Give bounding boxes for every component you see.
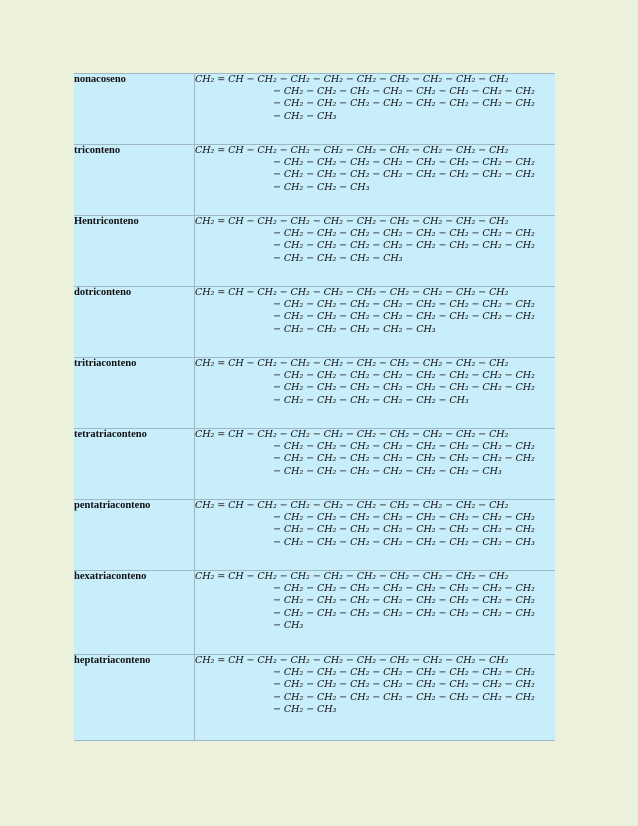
structural-formula xyxy=(195,74,556,145)
formula-line: − CH₂ − CH₂ − CH₂ − CH₂ − CH₂ − CH₂ − CH₂ − CH₂ xyxy=(273,607,535,619)
formula-line: CH₂ = CH − CH₂ − CH₂ − CH₂ − CH₂ − CH₂ − CH₂ − CH₂ − CH₂ xyxy=(195,74,509,85)
formula-line: − CH₂ − CH₂ − CH₂ − CH₂ − CH₂ − CH₂ − CH₂ − CH₂ xyxy=(273,240,535,252)
formula-line: − CH₂ − CH₂ − CH₂ − CH₂ − CH₂ − CH₂ − CH₃ xyxy=(273,465,502,477)
formula-line: CH₂ = CH − CH₂ − CH₂ − CH₂ − CH₂ − CH₂ − CH₂ − CH₂ − CH₂ xyxy=(195,429,509,440)
formula-line: CH₂ = CH − CH₂ − CH₂ − CH₂ − CH₂ − CH₂ − CH₂ − CH₂ − CH₂ xyxy=(195,145,509,156)
structural-formula xyxy=(195,216,556,287)
formula-line: − CH₂ − CH₂ − CH₂ − CH₂ − CH₂ − CH₃ xyxy=(273,394,469,406)
table-row xyxy=(74,500,555,571)
formula-line: − CH₂ − CH₂ − CH₂ − CH₂ − CH₂ − CH₂ − CH₂ − CH₂ xyxy=(273,512,535,524)
formula-line: CH₂ = CH − CH₂ − CH₂ − CH₂ − CH₂ − CH₂ − CH₂ − CH₂ − CH₂ xyxy=(195,655,509,666)
structural-formula xyxy=(195,287,556,358)
table-row xyxy=(74,145,555,216)
formula-line: − CH₂ − CH₂ − CH₂ − CH₂ − CH₂ − CH₂ − CH₂ − CH₂ xyxy=(273,679,535,691)
formula-line: CH₂ = CH − CH₂ − CH₂ − CH₂ − CH₂ − CH₂ − CH₂ − CH₂ − CH₂ xyxy=(195,571,509,582)
compound-name: tetratriaconteno xyxy=(74,429,195,500)
compound-name: triconteno xyxy=(74,145,195,216)
formula-line: − CH₂ − CH₂ − CH₂ − CH₂ − CH₂ − CH₂ − CH₂ − CH₂ xyxy=(273,667,535,679)
formula-line: − CH₂ − CH₂ − CH₂ − CH₂ − CH₂ − CH₂ − CH₂ − CH₂ xyxy=(273,453,535,465)
compound-name: hexatriaconteno xyxy=(74,571,195,655)
formula-line: − CH₂ − CH₃ xyxy=(273,110,337,122)
formula-line: − CH₂ − CH₂ − CH₂ − CH₂ − CH₂ − CH₂ − CH₂ − CH₂ xyxy=(273,524,535,536)
formula-line: − CH₂ − CH₂ − CH₃ xyxy=(273,181,370,193)
formula-line: − CH₂ − CH₂ − CH₂ − CH₂ − CH₂ − CH₂ − CH₂ − CH₂ xyxy=(273,370,535,382)
formula-line: CH₂ = CH − CH₂ − CH₂ − CH₂ − CH₂ − CH₂ − CH₂ − CH₂ − CH₂ xyxy=(195,287,509,298)
table-row xyxy=(74,429,555,500)
formula-line: − CH₂ − CH₂ − CH₂ − CH₂ − CH₂ − CH₂ − CH₂ − CH₂ xyxy=(273,583,535,595)
compound-name: heptatriaconteno xyxy=(74,655,195,741)
formula-line: − CH₂ − CH₂ − CH₂ − CH₂ − CH₂ − CH₂ − CH₂ − CH₂ xyxy=(273,441,535,453)
compound-name: Hentriconteno xyxy=(74,216,195,287)
formula-line: − CH₂ − CH₂ − CH₂ − CH₂ − CH₂ − CH₂ − CH₂ − CH₂ xyxy=(273,382,535,394)
formula-line: − CH₂ − CH₂ − CH₂ − CH₂ − CH₂ − CH₂ − CH₂ − CH₂ xyxy=(273,595,535,607)
table-row xyxy=(74,216,555,287)
alkene-formula-table xyxy=(74,73,555,741)
table-row xyxy=(74,287,555,358)
formula-line: − CH₂ − CH₂ − CH₂ − CH₂ − CH₂ − CH₂ − CH₂ − CH₂ xyxy=(273,311,535,323)
formula-line: − CH₂ − CH₂ − CH₂ − CH₂ − CH₂ − CH₂ − CH₂ − CH₂ xyxy=(273,691,535,703)
formula-line: − CH₂ − CH₂ − CH₂ − CH₂ − CH₂ − CH₂ − CH₂ − CH₃ xyxy=(273,536,535,548)
formula-line: − CH₂ − CH₂ − CH₂ − CH₂ − CH₂ − CH₂ − CH₂ − CH₂ xyxy=(273,299,535,311)
table-row xyxy=(74,655,555,741)
formula-line: − CH₂ − CH₂ − CH₂ − CH₂ − CH₂ − CH₂ − CH₂ − CH₂ xyxy=(273,98,535,110)
compound-name: tritriaconteno xyxy=(74,358,195,429)
formula-line: − CH₂ − CH₂ − CH₂ − CH₂ − CH₂ − CH₂ − CH₂ − CH₂ xyxy=(273,228,535,240)
table-body xyxy=(74,74,555,741)
formula-line: CH₂ = CH − CH₂ − CH₂ − CH₂ − CH₂ − CH₂ − CH₂ − CH₂ − CH₂ xyxy=(195,500,509,511)
table-row xyxy=(74,358,555,429)
compound-name: nonacoseno xyxy=(74,74,195,145)
structural-formula xyxy=(195,429,556,500)
formula-line: − CH₂ − CH₃ xyxy=(273,703,337,715)
compound-name: dotriconteno xyxy=(74,287,195,358)
table-row xyxy=(74,74,555,145)
formula-line: CH₂ = CH − CH₂ − CH₂ − CH₂ − CH₂ − CH₂ − CH₂ − CH₂ − CH₂ xyxy=(195,358,509,369)
formula-line: − CH₃ xyxy=(273,619,304,631)
structural-formula xyxy=(195,571,556,655)
structural-formula xyxy=(195,655,556,741)
formula-line: − CH₂ − CH₂ − CH₂ − CH₃ xyxy=(273,252,403,264)
structural-formula xyxy=(195,500,556,571)
structural-formula xyxy=(195,145,556,216)
structural-formula xyxy=(195,358,556,429)
formula-line: − CH₂ − CH₂ − CH₂ − CH₂ − CH₂ − CH₂ − CH₂ − CH₂ xyxy=(273,86,535,98)
formula-line: − CH₂ − CH₂ − CH₂ − CH₂ − CH₃ xyxy=(273,323,436,335)
formula-line: − CH₂ − CH₂ − CH₂ − CH₂ − CH₂ − CH₂ − CH₂ − CH₂ xyxy=(273,169,535,181)
table-row xyxy=(74,571,555,655)
compound-name: pentatriaconteno xyxy=(74,500,195,571)
formula-line: CH₂ = CH − CH₂ − CH₂ − CH₂ − CH₂ − CH₂ − CH₂ − CH₂ − CH₂ xyxy=(195,216,509,227)
formula-line: − CH₂ − CH₂ − CH₂ − CH₂ − CH₂ − CH₂ − CH₂ − CH₂ xyxy=(273,157,535,169)
